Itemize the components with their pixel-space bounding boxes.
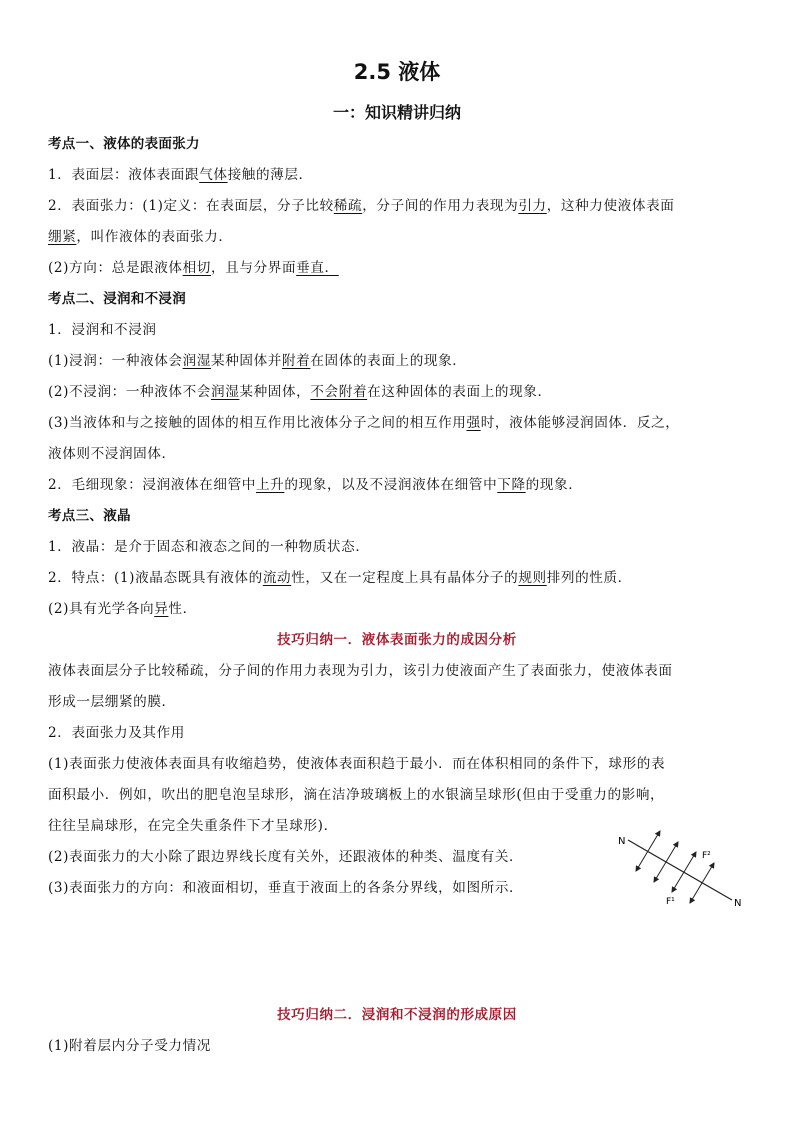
paragraph-surface-tension-def-cont: 绷紧，叫作液体的表面张力． — [48, 229, 233, 245]
paragraph-surface-layer: 1．表面层：液体表面跟气体接触的薄层． — [48, 167, 313, 183]
paragraph-interaction: (3)当液体和与之接触的固体的相互作用比液体分子之间的相互作用强时，液体能够浸润固体．反之， — [48, 415, 680, 431]
label-f2: F² — [702, 851, 711, 861]
heading-topic-3: 考点三、液晶 — [48, 508, 131, 524]
paragraph-effect-3: (3)表面张力的方向：和液面相切，垂直于液面上的各条分界线，如图所示． — [48, 880, 524, 896]
paragraph-wetting-title: 1．浸润和不浸润 — [48, 322, 157, 338]
paragraph-direction: (2)方向：总是跟液体相切，且与分界面垂直． — [48, 260, 339, 276]
paragraph-interaction-cont: 液体则不浸润固体． — [48, 446, 176, 462]
document-title: 2.5 液体 — [353, 60, 441, 84]
paragraph-capillary: 2．毛细现象：浸润液体在细管中上升的现象，以及不浸润液体在细管中下降的现象． — [48, 477, 583, 493]
label-n-right: N — [734, 898, 742, 909]
heading-topic-2: 考点二、浸润和不浸润 — [48, 291, 186, 307]
paragraph-features: 2．特点：(1)液晶态既具有液体的流动性，又在一定程度上具有晶体分子的规则排列的性质． — [48, 570, 632, 586]
surface-tension-figure — [614, 826, 750, 910]
heading-technique-2: 技巧归纳二．浸润和不浸润的形成原因 — [277, 1007, 517, 1023]
paragraph-cause-cont: 形成一层绷紧的膜． — [48, 694, 176, 710]
heading-technique-1: 技巧归纳一．液体表面张力的成因分析 — [277, 632, 517, 648]
label-f1: F¹ — [666, 897, 675, 907]
paragraph-effect-2: (2)表面张力的大小除了跟边界线长度有关外，还跟液体的种类、温度有关． — [48, 849, 524, 865]
paragraph-cause: 液体表面层分子比较稀疏，分子间的作用力表现为引力，该引力使液面产生了表面张力，使液体表面 — [48, 663, 673, 679]
paragraph-effect-1-cont: 面积最小．例如，吹出的肥皂泡呈球形，滴在洁净玻璃板上的水银滴呈球形(但由于受重力的影响， — [48, 787, 665, 803]
paragraph-anisotropy: (2)具有光学各向异性． — [48, 601, 197, 617]
paragraph-non-wetting: (2)不浸润：一种液体不会润湿某种固体，不会附着在这种固体的表面上的现象． — [48, 384, 552, 400]
section-subtitle: 一：知识精讲归纳 — [332, 103, 461, 122]
liquid-surface-line — [628, 840, 732, 900]
paragraph-surface-tension-def: 2．表面张力：(1)定义：在表面层，分子比较稀疏，分子间的作用力表现为引力，这种力使液体表面 — [48, 198, 675, 214]
label-n-left: N — [618, 836, 626, 847]
paragraph-effect-1-end: 往往呈扁球形，在完全失重条件下才呈球形)． — [48, 818, 338, 834]
paragraph-wetting: (1)浸润：一种液体会润湿某种固体并附着在固体的表面上的现象． — [48, 353, 467, 369]
paragraph-liquid-crystal: 1．液晶：是介于固态和液态之间的一种物质状态． — [48, 539, 370, 555]
surface-tension-diagram — [614, 826, 750, 910]
paragraph-adhesion-layer: (1)附着层内分子受力情况 — [48, 1038, 211, 1054]
heading-topic-1: 考点一、液体的表面张力 — [48, 136, 200, 152]
paragraph-effect-title: 2．表面张力及其作用 — [48, 725, 185, 741]
paragraph-effect-1: (1)表面张力使液体表面具有收缩趋势，使液体表面积趋于最小．而在体积相同的条件下，球形的表 — [48, 756, 666, 772]
